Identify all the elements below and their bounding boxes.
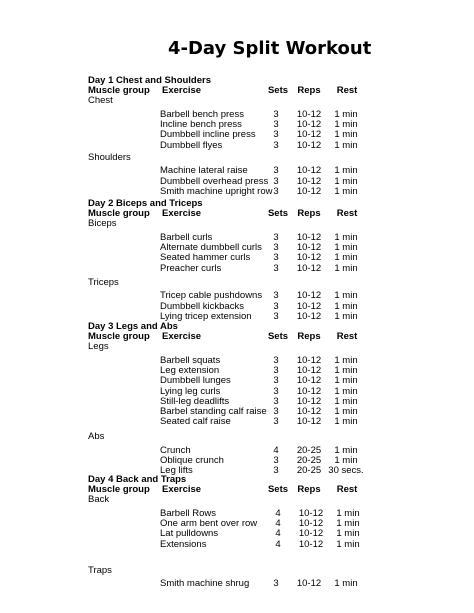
exercise-name: Alternate dumbbell curls: [160, 242, 262, 254]
exercise-sets: 3: [273, 165, 279, 177]
exercise-name: Preacher curls: [160, 262, 222, 274]
exercise-sets: 3: [273, 354, 279, 366]
exercise-reps: 10-12: [298, 518, 324, 530]
exercise-sets: 4: [273, 444, 279, 456]
exercise-reps: 10-12: [296, 242, 322, 254]
exercise-sets: 3: [273, 242, 279, 254]
exercise-sets: 3: [273, 385, 279, 397]
exercise-reps: 10-12: [296, 290, 322, 302]
exercise-rest: 1 min: [334, 165, 358, 177]
muscle-group-label: Traps: [88, 564, 112, 576]
exercise-rest: 1 min: [334, 231, 358, 243]
exercise-sets: 3: [273, 129, 279, 141]
exercise-reps: 10-12: [296, 139, 322, 151]
exercise-reps: 20-25: [296, 465, 322, 477]
exercise-sets: 4: [275, 528, 281, 540]
exercise-reps: 10-12: [296, 395, 322, 407]
exercise-reps: 10-12: [296, 108, 322, 120]
header-sets: Sets: [267, 85, 289, 97]
day-title: Day 1 Chest and Shoulders: [88, 75, 212, 86]
exercise-reps: 10-12: [296, 385, 322, 397]
exercise-rest: 1 min: [334, 175, 358, 187]
exercise-rest: 1 min: [334, 395, 358, 407]
header-reps: Reps: [297, 208, 321, 220]
exercise-reps: 10-12: [296, 578, 322, 590]
exercise-reps: 10-12: [298, 538, 324, 550]
exercise-name: Lying leg curls: [160, 385, 221, 397]
exercise-name: Leg lifts: [160, 465, 193, 477]
exercise-sets: 4: [275, 518, 281, 530]
exercise-sets: 3: [273, 578, 279, 590]
exercise-sets: 3: [273, 139, 279, 151]
exercise-rest: 30 secs.: [328, 465, 364, 477]
exercise-rest: 1 min: [334, 262, 358, 274]
day-title: Day 3 Legs and Abs: [88, 321, 178, 332]
exercise-reps: 10-12: [296, 416, 322, 428]
header-rest: Rest: [336, 484, 358, 496]
exercise-reps: 10-12: [296, 175, 322, 187]
exercise-rest: 1 min: [334, 385, 358, 397]
exercise-name: Dumbbell incline press: [160, 129, 256, 141]
document-title: 4-Day Split Workout: [168, 38, 372, 59]
exercise-rest: 1 min: [334, 242, 358, 254]
exercise-name: Incline bench press: [160, 119, 242, 131]
header-reps: Reps: [297, 331, 321, 343]
exercise-reps: 10-12: [298, 528, 324, 540]
exercise-sets: 3: [273, 108, 279, 120]
exercise-rest: 1 min: [336, 528, 360, 540]
exercise-sets: 4: [275, 538, 281, 550]
header-muscle-group: Muscle group: [88, 208, 150, 220]
exercise-name: Leg extension: [160, 365, 220, 377]
exercise-name: Still-leg deadlifts: [160, 395, 230, 407]
exercise-rest: 1 min: [334, 455, 358, 467]
exercise-reps: 10-12: [296, 185, 322, 197]
exercise-reps: 10-12: [296, 119, 322, 131]
exercise-name: Lat pulldowns: [160, 528, 219, 540]
exercise-sets: 3: [273, 252, 279, 264]
exercise-sets: 3: [273, 310, 279, 322]
header-muscle-group: Muscle group: [88, 484, 150, 496]
exercise-name: Barbell bench press: [160, 108, 244, 120]
exercise-sets: 3: [273, 185, 279, 197]
exercise-sets: 3: [273, 416, 279, 428]
exercise-reps: 10-12: [296, 354, 322, 366]
exercise-rest: 1 min: [336, 538, 360, 550]
exercise-sets: 3: [273, 119, 279, 131]
exercise-reps: 20-25: [296, 455, 322, 467]
exercise-reps: 10-12: [296, 365, 322, 377]
exercise-name: Crunch: [160, 444, 191, 456]
exercise-rest: 1 min: [334, 139, 358, 151]
exercise-reps: 10-12: [296, 310, 322, 322]
exercise-reps: 10-12: [298, 507, 324, 519]
exercise-rest: 1 min: [334, 354, 358, 366]
exercise-rest: 1 min: [334, 108, 358, 120]
exercise-rest: 1 min: [334, 129, 358, 141]
header-rest: Rest: [336, 208, 358, 220]
day-title: Day 2 Biceps and Triceps: [88, 198, 203, 209]
header-muscle-group: Muscle group: [88, 331, 150, 343]
exercise-sets: 3: [273, 175, 279, 187]
exercise-reps: 10-12: [296, 129, 322, 141]
exercise-sets: 3: [273, 262, 279, 274]
exercise-name: Seated calf raise: [160, 416, 231, 428]
muscle-group-label: Legs: [88, 341, 109, 353]
exercise-sets: 3: [273, 231, 279, 243]
exercise-rest: 1 min: [334, 375, 358, 387]
exercise-rest: 1 min: [334, 252, 358, 264]
exercise-rest: 1 min: [334, 290, 358, 302]
exercise-sets: 3: [273, 455, 279, 467]
header-muscle-group: Muscle group: [88, 85, 150, 97]
header-sets: Sets: [267, 208, 289, 220]
exercise-name: Smith machine upright row: [160, 185, 273, 197]
exercise-name: Barbel standing calf raise: [160, 405, 267, 417]
header-sets: Sets: [267, 331, 289, 343]
muscle-group-label: Abs: [88, 431, 105, 443]
exercise-name: Extensions: [160, 538, 207, 550]
exercise-name: Dumbbell overhead press: [160, 175, 269, 187]
exercise-sets: 3: [273, 365, 279, 377]
muscle-group-label: Biceps: [88, 218, 117, 230]
exercise-sets: 4: [275, 507, 281, 519]
exercise-rest: 1 min: [334, 365, 358, 377]
day-title: Day 4 Back and Traps: [88, 474, 187, 485]
exercise-name: Barbell curls: [160, 231, 213, 243]
exercise-reps: 10-12: [296, 231, 322, 243]
exercise-rest: 1 min: [334, 300, 358, 312]
exercise-reps: 20-25: [296, 444, 322, 456]
exercise-sets: 3: [273, 405, 279, 417]
exercise-sets: 3: [273, 465, 279, 477]
exercise-rest: 1 min: [334, 405, 358, 417]
exercise-name: Smith machine shrug: [160, 578, 250, 590]
header-exercise: Exercise: [162, 85, 202, 97]
exercise-name: Dumbbell flyes: [160, 139, 223, 151]
exercise-name: Oblique crunch: [160, 455, 224, 467]
exercise-name: Barbell squats: [160, 354, 221, 366]
exercise-name: Seated hammer curls: [160, 252, 251, 264]
exercise-name: Dumbbell lunges: [160, 375, 231, 387]
exercise-rest: 1 min: [334, 310, 358, 322]
exercise-reps: 10-12: [296, 252, 322, 264]
exercise-sets: 3: [273, 375, 279, 387]
exercise-rest: 1 min: [334, 578, 358, 590]
header-exercise: Exercise: [162, 208, 202, 220]
header-rest: Rest: [336, 85, 358, 97]
exercise-rest: 1 min: [336, 518, 360, 530]
muscle-group-label: Back: [88, 494, 110, 506]
header-reps: Reps: [297, 484, 321, 496]
header-sets: Sets: [267, 484, 289, 496]
exercise-rest: 1 min: [334, 119, 358, 131]
exercise-reps: 10-12: [296, 405, 322, 417]
exercise-name: Dumbbell kickbacks: [160, 300, 244, 312]
muscle-group-label: Shoulders: [88, 151, 131, 163]
exercise-reps: 10-12: [296, 300, 322, 312]
header-reps: Reps: [297, 85, 321, 97]
exercise-sets: 3: [273, 395, 279, 407]
exercise-name: Tricep cable pushdowns: [160, 290, 263, 302]
muscle-group-label: Chest: [88, 95, 113, 107]
exercise-reps: 10-12: [296, 262, 322, 274]
exercise-sets: 3: [273, 300, 279, 312]
exercise-reps: 10-12: [296, 375, 322, 387]
exercise-name: Machine lateral raise: [160, 165, 248, 177]
muscle-group-label: Triceps: [88, 276, 119, 288]
header-rest: Rest: [336, 331, 358, 343]
exercise-sets: 3: [273, 290, 279, 302]
exercise-rest: 1 min: [334, 416, 358, 428]
exercise-rest: 1 min: [336, 507, 360, 519]
exercise-rest: 1 min: [334, 185, 358, 197]
exercise-name: One arm bent over row: [160, 518, 258, 530]
exercise-name: Lying tricep extension: [160, 310, 252, 322]
exercise-reps: 10-12: [296, 165, 322, 177]
exercise-rest: 1 min: [334, 444, 358, 456]
header-exercise: Exercise: [162, 331, 202, 343]
header-exercise: Exercise: [162, 484, 202, 496]
exercise-name: Barbell Rows: [160, 507, 216, 519]
